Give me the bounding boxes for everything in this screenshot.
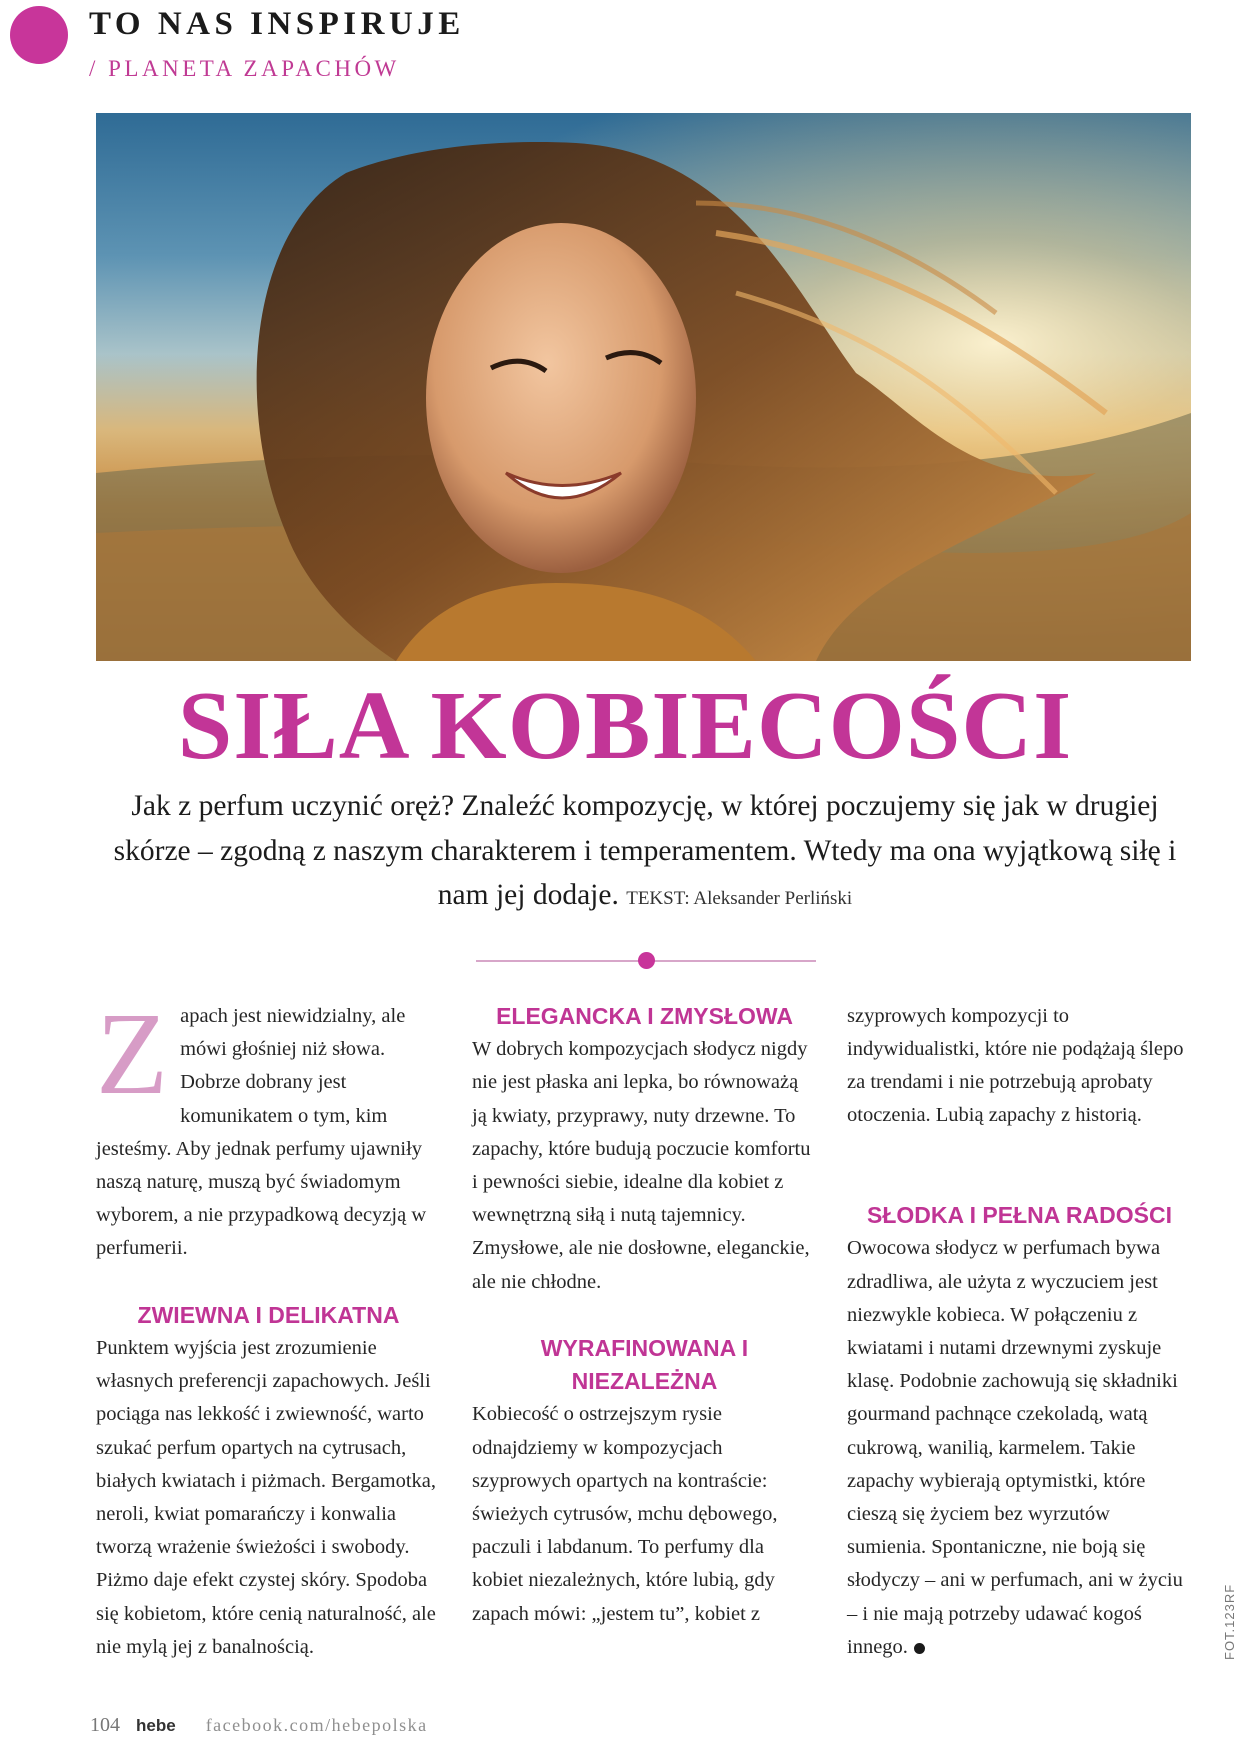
column-1 <box>96 988 441 1664</box>
brand-logo: hebe <box>136 1716 176 1735</box>
social-link[interactable]: facebook.com/hebepolska <box>205 1715 428 1735</box>
lead-text: Jak z perfum uczynić oręż? Znaleźć kompozycję, w której poczujemy się jak w drugiej skórze – zgodną z naszym charakterem i temperamentem. Wtedy ma ona wyjątkową siłę i nam jej dodaje. <box>113 790 1177 911</box>
section-text-sweet <box>847 1232 1192 1664</box>
sweet-text: Owocowa słodycz w perfumach bywa zdradliwa, ale użyta z wyczuciem jest niezwykle kobieca. W połączeniu z kwiatami i nutami drzewnymi zyskuje klasę. Podobnie zachowują się składniki gourmand pachnące czekoladą, watą cukrową, wanilią, karmelem. Takie zapachy wybierają optymistki, które cieszą się życiem bez wyrzutów sumienia. Spontaniczne, nie boją się słodyczy – ani w perfumach, ani w życiu – i nie mają potrzeby udawać kogoś innego. <box>847 1237 1183 1658</box>
section-heading-sweet: SŁODKA I PEŁNA RADOŚCI <box>867 1202 1172 1229</box>
photo-credit: FOT.123RF <box>1222 1583 1237 1660</box>
section-heading-refined: WYRAFINOWANA I NIEZALEŻNA <box>540 1335 749 1395</box>
drop-cap: Z <box>96 988 169 1119</box>
page-footer <box>90 1714 428 1737</box>
section-title: TO NAS INSPIRUJE <box>89 6 465 42</box>
hero-photo <box>96 113 1191 661</box>
article-lead <box>110 784 1180 922</box>
section-marker-dot <box>10 6 68 64</box>
section-text-refined: Kobiecość o ostrzejszym rysie odnajdziemy w kompozycjach szyprowych opartych na kontraście: świeżych cytrusów, mchu dębowego, paczuli i labdanum. To perfumy dla kobiet niezależnych, które lubią, gdy zapach mówi: „jestem tu”, kobiet z <box>472 1403 778 1625</box>
end-bullet-icon <box>914 1643 925 1654</box>
section-heading-elegant: ELEGANCKA I ZMYSŁOWA <box>496 1003 793 1029</box>
column-3 <box>847 1000 1192 1664</box>
section-text-airy: Punktem wyjścia jest zrozumienie własnych preferencji zapachowych. Jeśli pociąga nas lekkość i zwiewność, warto szukać perfum opartych na cytrusach, białych kwiatach i piżmach. Bergamotka, neroli, kwiat pomarańczy i konwalia tworzą wrażenie świeżości i swobody. Piżmo daje efekt czystej skóry. Spodoba się kobietom, które cenią naturalność, ale nie mylą jej z banalnością. <box>96 1337 437 1658</box>
section-text-elegant: W dobrych kompozycjach słodycz nigdy nie jest płaska ani lepka, bo równoważą ją kwiaty, przyprawy, nuty drzewne. To zapachy, które budują poczucie komfortu i pewności siebie, idealne dla kobiet z wewnętrzną siłą i nutą tajemnicy. Zmysłowe, ale nie dosłowne, eleganckie, ale nie chłodne. <box>472 1038 811 1293</box>
author-credit: TEKST: Aleksander Perliński <box>626 888 853 909</box>
hero-photo-illustration <box>96 113 1191 661</box>
section-subtitle: / PLANETA ZAPACHÓW <box>89 56 400 81</box>
refined-continued-text: szyprowych kompozycji to indywidualistki, które nie podążają ślepo za trendami i nie potrzebują aprobaty otoczenia. Lubią zapachy z historią. <box>847 1004 1184 1127</box>
column-2 <box>472 1000 817 1630</box>
article-headline: SIŁA KOBIECOŚCI <box>177 672 1073 780</box>
intro-text: apach jest niewidzialny, ale mówi głośniej niż słowa. Dobrze dobrany jest komunikatem o tym, kim jesteśmy. Aby jednak perfumy ujawniły naszą naturę, muszą być świadomym wyborem, a nie przypadkową decyzją w perfumerii. <box>96 1005 427 1260</box>
page-number: 104 <box>90 1714 120 1736</box>
intro-paragraph <box>96 988 441 1266</box>
section-text-refined-continued <box>847 1000 1192 1166</box>
section-heading-airy: ZWIEWNA I DELIKATNA <box>137 1301 400 1328</box>
divider-dot <box>638 952 655 969</box>
